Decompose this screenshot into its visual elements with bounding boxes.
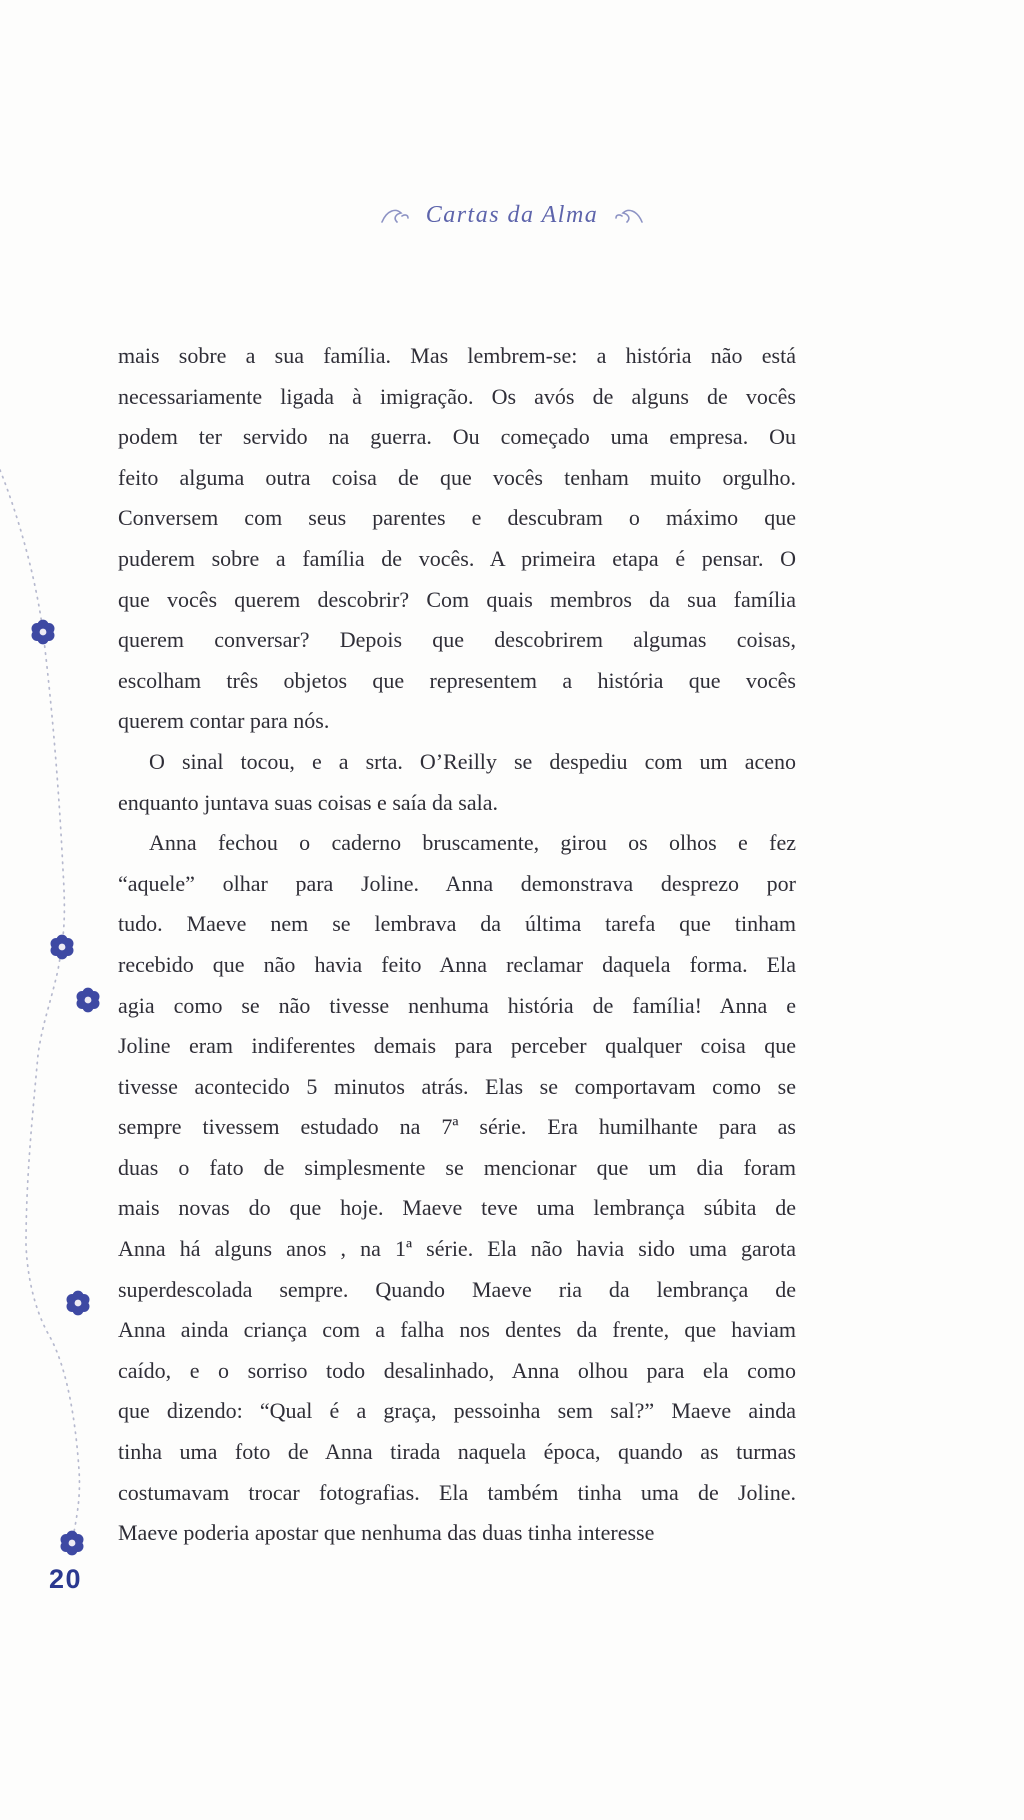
text-line: O sinal tocou, e a srta. O’Reilly se despediu com um aceno xyxy=(149,748,796,774)
right-flourish-icon xyxy=(614,206,644,226)
text-line: que dizendo: “Qual é a graça, pessoinha sem sal?” Maeve ainda xyxy=(118,1398,796,1424)
text-line: mais sobre a sua família. Mas lembrem-se: a história não está xyxy=(118,343,796,368)
text-line: enquanto juntava suas coisas e saía da sala. xyxy=(118,789,498,815)
text-line: tinha uma foto de Anna tirada naquela época, quando as turmas xyxy=(118,1439,796,1465)
text-line: sempre tivessem estudado na 7ª série. Era humilhante para as xyxy=(118,1114,796,1140)
text-line: agia como se não tivesse nenhuma história de família! Anna e xyxy=(118,992,796,1018)
flower-icon xyxy=(32,620,55,645)
text-line: tudo. Maeve nem se lembrava da última tarefa que tinham xyxy=(118,911,796,937)
page-number: 20 xyxy=(49,1564,83,1594)
flower-icon xyxy=(51,935,74,960)
flower-icon xyxy=(77,988,100,1013)
text-line: tivesse acontecido 5 minutos atrás. Elas se comportavam como se xyxy=(118,1073,796,1099)
text-line: recebido que não havia feito Anna reclamar daquela forma. Ela xyxy=(118,951,796,977)
book-title: Cartas da Alma xyxy=(425,202,599,228)
text-line: superdescolada sempre. Quando Maeve ria da lembrança de xyxy=(118,1276,796,1302)
text-line: costumavam trocar fotografias. Ela também tinha uma de Joline. xyxy=(118,1479,796,1505)
left-flourish-icon xyxy=(380,206,410,226)
body-text xyxy=(118,336,796,1554)
text-line: puderem sobre a família de vocês. A primeira etapa é pensar. O xyxy=(118,545,796,571)
text-line: mais novas do que hoje. Maeve teve uma lembrança súbita de xyxy=(118,1195,796,1221)
text-line: Joline eram indiferentes demais para perceber qualquer coisa que xyxy=(118,1033,796,1059)
text-line: caído, e o sorriso todo desalinhado, Anna olhou para ela como xyxy=(118,1357,796,1383)
running-header xyxy=(0,202,1024,229)
text-line: Conversem com seus parentes e descubram o máximo que xyxy=(118,505,796,531)
text-line: Anna fechou o caderno bruscamente, girou os olhos e fez xyxy=(149,830,796,856)
text-line: necessariamente ligada à imigração. Os avós de alguns de vocês xyxy=(118,383,796,409)
text-line: querem contar para nós. xyxy=(118,708,330,734)
text-line: escolham três objetos que representem a história que vocês xyxy=(118,667,796,693)
text-line: Anna há alguns anos , na 1ª série. Ela não havia sido uma garota xyxy=(118,1236,796,1262)
flower-icon xyxy=(67,1291,90,1316)
text-line: duas o fato de simplesmente se mencionar que um dia foram xyxy=(118,1154,796,1180)
text-line: que vocês querem descobrir? Com quais membros da sua família xyxy=(118,586,796,612)
text-line: “aquele” olhar para Joline. Anna demonstrava desprezo por xyxy=(118,870,796,896)
text-line: podem ter servido na guerra. Ou começado uma empresa. Ou xyxy=(118,424,796,450)
text-line: feito alguma outra coisa de que vocês tenham muito orgulho. xyxy=(118,464,796,490)
text-line: querem conversar? Depois que descobrirem algumas coisas, xyxy=(118,627,796,653)
flower-icon xyxy=(61,1531,84,1556)
text-line: Anna ainda criança com a falha nos dentes da frente, que haviam xyxy=(118,1317,796,1343)
text-line: Maeve poderia apostar que nenhuma das duas tinha interesse xyxy=(118,1520,655,1546)
